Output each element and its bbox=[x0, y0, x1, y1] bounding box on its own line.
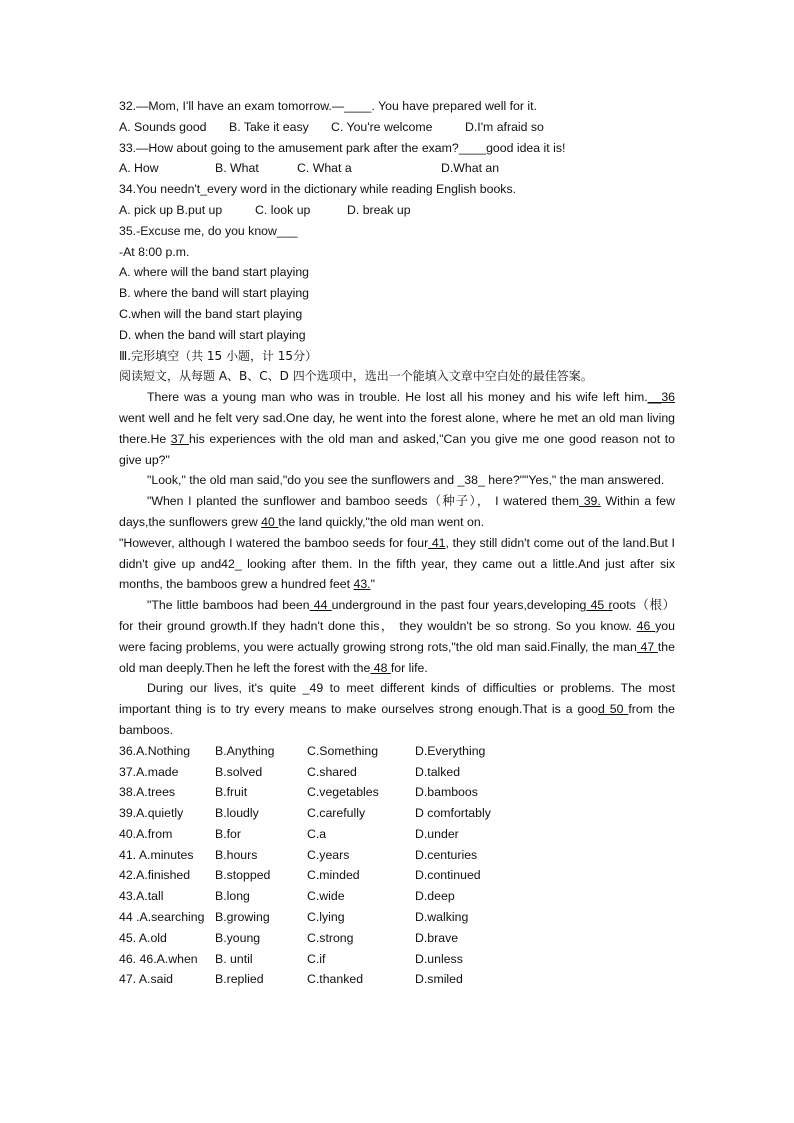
passage-text: the land quickly,"the old man went on. bbox=[278, 514, 485, 529]
option: B.solved bbox=[215, 764, 263, 779]
passage-text: Within a few days,the sunflowers grew bbox=[119, 494, 675, 529]
option: C.thanked bbox=[307, 972, 364, 987]
passage-text: oots（根）for their ground growth.If they hadn't done this， they wouldn't be so strong. So you know. bbox=[119, 598, 675, 633]
cloze-option-row bbox=[119, 824, 675, 845]
option: 40.A.from bbox=[119, 826, 173, 841]
option: 47. A.said bbox=[119, 972, 174, 987]
option: 39.A.quietly bbox=[119, 806, 184, 821]
passage-paragraph-2 bbox=[119, 470, 675, 491]
option: C.minded bbox=[307, 868, 360, 883]
passage-text: "The little bamboos had been bbox=[147, 598, 310, 613]
cloze-option-row bbox=[119, 762, 675, 783]
option: D.continued bbox=[415, 868, 481, 883]
option: D.under bbox=[415, 826, 459, 841]
option: B.Anything bbox=[215, 743, 275, 758]
option: C.carefully bbox=[307, 806, 366, 821]
passage-paragraph-6 bbox=[119, 678, 675, 740]
option: B.for bbox=[215, 826, 241, 841]
option: C.vegetables bbox=[307, 785, 379, 800]
option: D.Everything bbox=[415, 743, 486, 758]
question-32-options bbox=[119, 117, 675, 138]
option: 46. 46.A.when bbox=[119, 951, 198, 966]
cloze-option-row bbox=[119, 907, 675, 928]
option: C.strong bbox=[307, 930, 354, 945]
option: C.Something bbox=[307, 743, 379, 758]
blank-37: 37 bbox=[170, 431, 190, 446]
option: D.bamboos bbox=[415, 785, 478, 800]
blank-40: 40 bbox=[261, 514, 279, 529]
passage-text: underground in the past four years,developing bbox=[331, 598, 587, 613]
question-35-reply: -At 8:00 p.m. bbox=[119, 244, 190, 259]
option: 38.A.trees bbox=[119, 785, 176, 800]
question-32-stem: 32.—Mom, I'll have an exam tomorrow.—____. You have prepared well for it. bbox=[119, 99, 537, 113]
passage-text: for life. bbox=[390, 660, 428, 675]
cloze-option-row bbox=[119, 741, 675, 762]
option: C. You're welcome bbox=[331, 119, 433, 134]
option: C.a bbox=[307, 826, 327, 841]
question-33-stem: 33.—How about going to the amusement park after the exam?____good idea it is! bbox=[119, 140, 566, 155]
option: 45. A.old bbox=[119, 930, 167, 945]
option: B.fruit bbox=[215, 785, 248, 800]
blank-39: 39. bbox=[579, 494, 601, 509]
cloze-options bbox=[119, 741, 675, 991]
option: B. Take it easy bbox=[229, 119, 309, 134]
option: 44 .A.searching bbox=[119, 910, 205, 925]
option: D.unless bbox=[415, 951, 463, 966]
blank-47: 47 bbox=[636, 639, 658, 654]
option: B.young bbox=[215, 930, 261, 945]
option: B.stopped bbox=[215, 868, 271, 883]
option: D.brave bbox=[415, 930, 459, 945]
passage-text: During our lives, it's quite _49 to meet different kinds of difficulties or problems. The most important thing is to try every means to make ourselves strong enough.That is a goo bbox=[119, 681, 675, 717]
option: D.I'm afraid so bbox=[465, 119, 544, 134]
section-instruction: 阅读短文，从每题 A、B、C、D 四个选项中，选出一个能填入文章中空白处的最佳答案。 bbox=[119, 369, 593, 384]
option: C.years bbox=[307, 847, 350, 862]
cloze-option-row bbox=[119, 969, 675, 990]
option: B.replied bbox=[215, 972, 264, 987]
option: B. What bbox=[215, 161, 259, 176]
option: D.smiled bbox=[415, 972, 463, 987]
blank-44: 44 bbox=[309, 598, 332, 613]
blank-48: 48 bbox=[370, 660, 391, 675]
blank-41: 41 bbox=[428, 535, 446, 550]
blank-50: d 50 bbox=[598, 702, 629, 717]
option: 41. A.minutes bbox=[119, 847, 194, 862]
passage-paragraph-5 bbox=[119, 595, 675, 678]
passage-text: "When I planted the sunflower and bamboo seeds（种子）， I watered them bbox=[147, 494, 580, 509]
option: B.long bbox=[215, 889, 250, 904]
option: 42.A.finished bbox=[119, 868, 191, 883]
option: B. until bbox=[215, 951, 253, 966]
passage-text: here?""Yes," the man answered. bbox=[484, 473, 665, 488]
option: D.What an bbox=[441, 161, 500, 176]
blank-46: 46 bbox=[636, 618, 656, 633]
option: A. where will the band start playing bbox=[119, 265, 310, 280]
option: D.walking bbox=[415, 910, 469, 925]
option: A. How bbox=[119, 161, 159, 176]
passage-text: "However, although I watered the bamboo seeds for four bbox=[119, 535, 429, 550]
passage-text: the old man deeply.Then he left the forest with the bbox=[119, 639, 675, 675]
option: 36.A.Nothing bbox=[119, 743, 191, 758]
cloze-option-row bbox=[119, 845, 675, 866]
option: D.talked bbox=[415, 764, 461, 779]
option: D. when the band will start playing bbox=[119, 327, 306, 342]
passage-text: from the bamboos. bbox=[119, 702, 675, 737]
option: C.lying bbox=[307, 910, 345, 925]
blank-38: _38_ bbox=[457, 473, 485, 488]
option: B.growing bbox=[215, 910, 270, 925]
option: C.shared bbox=[307, 764, 357, 779]
question-34-options bbox=[119, 200, 675, 221]
option: A. Sounds good bbox=[119, 119, 207, 134]
blank-36: __36 bbox=[647, 390, 675, 405]
option: D. break up bbox=[347, 202, 411, 217]
option: B. where the band will start playing bbox=[119, 286, 310, 301]
option: D comfortably bbox=[415, 806, 491, 821]
exam-page bbox=[119, 96, 675, 990]
cloze-option-row bbox=[119, 782, 675, 803]
cloze-option-row bbox=[119, 886, 675, 907]
option: D.centuries bbox=[415, 847, 478, 862]
cloze-option-row bbox=[119, 949, 675, 970]
blank-45: 45 r bbox=[586, 598, 613, 613]
question-33-options bbox=[119, 158, 675, 179]
passage-paragraph-3 bbox=[119, 491, 675, 533]
option: 37.A.made bbox=[119, 764, 179, 779]
passage-paragraph-4 bbox=[119, 533, 675, 595]
passage-text: There was a young man who was in trouble. He lost all his money and his wife left him. bbox=[147, 390, 648, 405]
option: C.when will the band start playing bbox=[119, 306, 303, 321]
option: C. What a bbox=[297, 161, 352, 176]
passage-text: you were facing problems, you were actually growing strong rots,"the old man said.Finally, the man bbox=[119, 618, 675, 654]
option: C.if bbox=[307, 951, 326, 966]
blank-43: 43. bbox=[353, 577, 371, 592]
option: D.deep bbox=[415, 889, 455, 904]
question-35-stem: 35.-Excuse me, do you know___ bbox=[119, 223, 298, 238]
cloze-option-row bbox=[119, 865, 675, 886]
question-34-stem: 34.You needn't_every word in the dictionary while reading English books. bbox=[119, 182, 517, 197]
passage-text: , they still didn't come out of the land.But I didn't give up and42_ looking after them. In the fifth year, they came out a little.And just after six months, the bamboos grew a hundred feet bbox=[119, 535, 675, 592]
option: B.loudly bbox=[215, 806, 259, 821]
cloze-option-row bbox=[119, 928, 675, 949]
option: A. pick up B.put up bbox=[119, 202, 223, 217]
passage-text: his experiences with the old man and asked,"Can you give me one good reason not to give up?" bbox=[119, 431, 675, 467]
passage-text: went well and he felt very sad.One day, he went into the forest alone, where he met an old man living there.He bbox=[119, 410, 675, 446]
option: 43.A.tall bbox=[119, 889, 164, 904]
option: C.wide bbox=[307, 889, 345, 904]
section-heading: Ⅲ.完形填空（共 15 小题，计 15分） bbox=[119, 348, 318, 363]
cloze-option-row bbox=[119, 803, 675, 824]
option: C. look up bbox=[255, 202, 311, 217]
passage-text: "Look," the old man said,"do you see the sunflowers and bbox=[147, 473, 458, 488]
passage-text: " bbox=[370, 577, 375, 592]
passage-paragraph-1 bbox=[119, 387, 675, 470]
option: B.hours bbox=[215, 847, 258, 862]
